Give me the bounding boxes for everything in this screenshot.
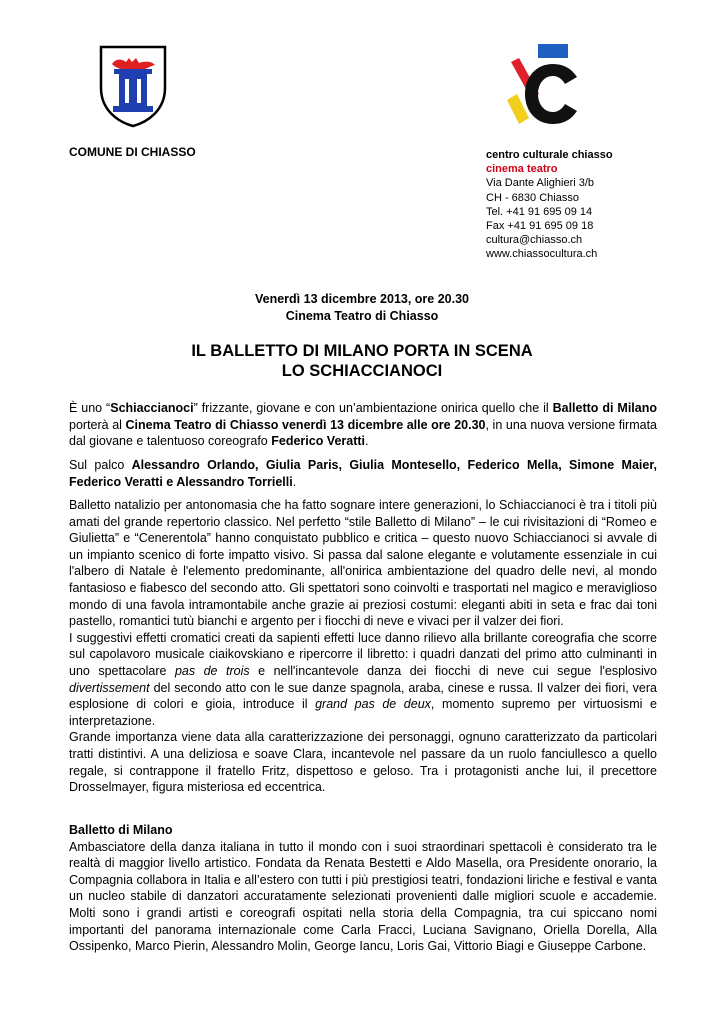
- description-section: [69, 497, 657, 796]
- website-link[interactable]: www.chiassocultura.ch: [486, 248, 598, 261]
- desc-p2-text-d: , momento supremo per virtuosismi e interpretazione.: [69, 697, 657, 728]
- description-p2: [69, 630, 657, 730]
- cast-names: Alessandro Orlando, Giulia Paris, Giulia Montesello, Federico Mella, Simone Maier, Federico Veratti e Alessandro Torrielli: [69, 458, 657, 489]
- title-line-1: IL BALLETTO DI MILANO PORTA IN SCENA: [191, 342, 533, 360]
- intro-text-2: ” frizzante, giovane e con un’ambientazione onirica quello che il: [193, 401, 553, 415]
- event-info: [0, 291, 724, 325]
- phone-line: Tel. +41 91 695 09 14: [486, 205, 593, 218]
- cast-text-1: Sul palco: [69, 458, 132, 472]
- balletto-section: [69, 822, 657, 955]
- fax-line: Fax +41 91 695 09 18: [486, 220, 594, 233]
- event-date: Venerdì 13 dicembre 2013, ore 20.30: [254, 292, 470, 306]
- contact-block: [486, 148, 613, 262]
- org-subtitle: cinema teatro: [486, 163, 558, 176]
- address-line: Via Dante Alighieri 3/b: [486, 177, 595, 190]
- description-p1: Balletto natalizio per antonomasia che ha fatto sognare intere generazioni, lo Schiaccianoci è tra i titoli più amati del grande repertorio classico. Nel perfetto “stile Balletto di Milano” – le cui rivisitazioni di “Romeo e Giulietta” e “Cenerentola” hanno conquistato pubblico e critica – questo nuovo Schiaccianoci si avvale di un impianto scenico di forte impatto visivo. Si passa dal salone elegante e volutamente essenziale in cui l'albero di Natale è l'elemento predominante, all'onirica ambientazione del quadro delle nevi, al mondo fantasioso e fiabesco del secondo atto. Gli spettatori sono coinvolti e trasportati nel magico e meraviglioso mondo di una favola intramontabile anche grazie ai preziosi costumi: eleganti abiti in seta e frac dai toni pastello, romantici tutù bianchi e argento per i fiocchi di neve e vivaci per il valzer dei fiori.: [69, 498, 657, 629]
- comune-heading: COMUNE DI CHIASSO: [69, 145, 196, 159]
- centro-culturale-logo: [503, 44, 583, 128]
- title-line-2: LO SCHIACCIANOCI: [281, 362, 443, 380]
- desc-p2-italic-2: divertissement: [69, 680, 150, 695]
- intro-text-3: porterà al: [69, 417, 126, 432]
- intro-bold-3: Cinema Teatro di Chiasso venerdì 13 dicembre alle ore 20.30: [125, 417, 486, 432]
- city-line: CH - 6830 Chiasso: [486, 191, 579, 204]
- desc-p2-text-c: del secondo atto con le sue danze spagnola, araba, cinese e russa. Il valzer dei fiori, vera esplosione di colori e gioia, introduce il: [69, 680, 657, 712]
- intro-bold-1: Schiaccianoci: [110, 401, 194, 415]
- intro-text-1: È uno “: [69, 401, 111, 415]
- intro-bold-2: Balletto di Milano: [552, 401, 657, 415]
- page-title: [0, 341, 724, 381]
- cast-text-2: .: [292, 474, 297, 489]
- desc-p2-text-a: I suggestivi effetti cromatici creati da sapienti effetti luce danno rilievo alla brillante coreografia che scorre sul capolavoro musicale ciaikovskiano e ripercorre il libretto: i quadri danzati del primo atto culminanti in uno spettacolare: [69, 630, 657, 678]
- intro-text-4: , in una nuova versione firmata dal giovane e talentuoso coreografo: [69, 417, 658, 449]
- desc-p2-italic-1: pas de trois: [174, 663, 250, 678]
- description-p3: Grande importanza viene data alla caratterizzazione dei personaggi, ognuno caratterizzato da particolari tratti distintivi. A una deliziosa e soave Clara, incantevole nel passare da un ruolo fanciullesco a quello regale, si contrappone il fratello Fritz, dispettoso e geloso. Tra i protagonisti anche lui, il precettore Drosselmayer, figura misteriosa ed eccentrica.: [69, 730, 657, 795]
- chiasso-crest-logo: [98, 44, 168, 128]
- intro-paragraph: [69, 400, 657, 450]
- desc-p2-text-b: e nell'incantevole danza dei fiocchi di neve cui segue l'esplosivo: [249, 663, 657, 678]
- desc-p2-italic-3: grand pas de deux: [315, 697, 431, 712]
- intro-bold-4: Federico Veratti: [271, 434, 366, 449]
- cast-paragraph: [69, 457, 657, 490]
- balletto-text: Ambasciatore della danza italiana in tutto il mondo con i suoi straordinari spettacoli è considerato tra le realtà di maggior livello artistico. Fondata da Renata Bestetti e Aldo Masella, ora Presidente onorario, la Compagnia collabora in Italia e all’estero con tutti i più prestigiosi teatri, fondazioni liriche e festival e vanta un nucleo stabile di danzatori accuratamente selezionati provenienti dalle migliori scuole e accademie. Molti sono i grandi artisti e coreografi ospitati nella storia della Compagnia, tra cui spiccano nomi importanti del panorama internazionale come Carla Fracci, Luciana Savignano, Oriella Dorella, Alla Ossipenko, Marco Pierin, Alessandro Molin, George Iancu, Loris Gai, Vittorio Biagi e Giuseppe Carbone.: [69, 839, 657, 954]
- event-venue: Cinema Teatro di Chiasso: [285, 309, 439, 323]
- intro-text-5: .: [365, 434, 369, 449]
- email-link[interactable]: cultura@chiasso.ch: [486, 234, 583, 247]
- balletto-heading: Balletto di Milano: [69, 823, 173, 837]
- org-name: centro culturale chiasso: [486, 149, 613, 161]
